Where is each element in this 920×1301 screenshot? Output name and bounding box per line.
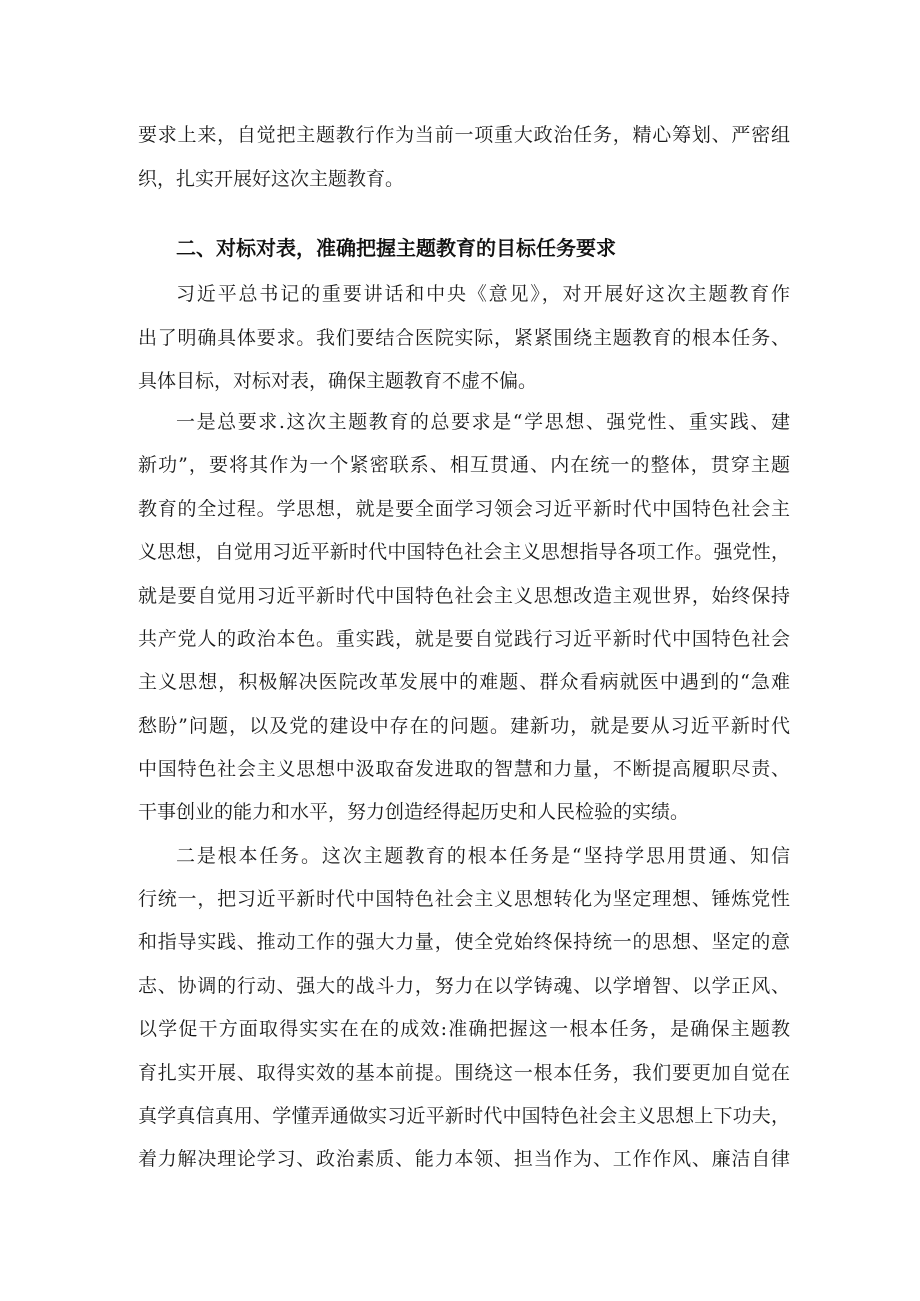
body-text-line: 以学促干方面取得实实在在的成效:准确把握这一根本任务，是确保主题教 [138, 1018, 790, 1040]
body-text-line: 织，扎实开展好这次主题教育。 [138, 168, 405, 190]
body-text-line: 和指导实践、推动工作的强大力量，使全党始终保持统一的思想、坚定的意 [138, 931, 790, 953]
body-text-line: 愁盼”问题，以及党的建设中存在的问题。建新功，就是要从习近平新时代 [138, 715, 790, 737]
body-text-line: 义思想，自觉用习近平新时代中国特色社会主义思想指导各项工作。强党性， [138, 541, 790, 563]
body-text-line: 就是要自觉用习近平新时代中国特色社会主义思想改造主观世界，始终保持 [138, 585, 790, 607]
body-text-line: 二是根本任务。这次主题教育的根本任务是“坚持学思用贯通、知信 [176, 845, 790, 867]
body-text-line: 行统一，把习近平新时代中国特色社会主义思想转化为坚定理想、锤炼党性 [138, 888, 790, 910]
body-text-line: 要求上来，自觉把主题教行作为当前一项重大政治任务，精心筹划、严密组 [138, 124, 790, 146]
body-text-line: 习近平总书记的重要讲话和中央《意见》，对开展好这次主题教育作 [176, 283, 790, 305]
body-text-line: 共产党人的政治本色。重实践，就是要自觉践行习近平新时代中国特色社会 [138, 628, 790, 650]
body-text-line: 具体目标，对标对表，确保主题教育不虚不偏。 [138, 370, 538, 392]
body-text-line: 出了明确具体要求。我们要结合医院实际，紧紧围绕主题教育的根本任务、 [138, 327, 790, 349]
body-text-line: 教育的全过程。学思想，就是要全面学习领会习近平新时代中国特色社会主 [138, 498, 790, 520]
body-text-line: 新功”，要将其作为一个紧密联系、相互贯通、内在统一的整体，贯穿主题 [138, 454, 790, 476]
body-text-line: 育扎实开展、取得实效的基本前提。围绕这一根本任务，我们要更加自觉在 [138, 1062, 790, 1084]
body-text-line: 一是总要求.这次主题教育的总要求是“学思想、强党性、重实践、建 [176, 411, 790, 433]
body-text-line: 着力解决理论学习、政治素质、能力本领、担当作为、工作作风、廉洁自律 [138, 1148, 790, 1170]
body-text-line: 主义思想，积极解决医院改革发展中的难题、群众看病就医中遇到的“急难 [138, 671, 790, 693]
body-text-line: 志、协调的行动、强大的战斗力，努力在以学铸魂、以学增智、以学正风、 [138, 975, 790, 997]
section-heading: 二、对标对表，准确把握主题教育的目标任务要求 [176, 236, 616, 260]
body-text-line: 干事创业的能力和水平，努力创造经得起历史和人民检验的实绩。 [138, 801, 690, 823]
body-text-line: 中国特色社会主义思想中汲取奋发进取的智慧和力量，不断提高履职尽责、 [138, 758, 790, 780]
body-text-line: 真学真信真用、学懂弄通做实习近平新时代中国特色社会主义思想上下功夫， [138, 1105, 790, 1127]
